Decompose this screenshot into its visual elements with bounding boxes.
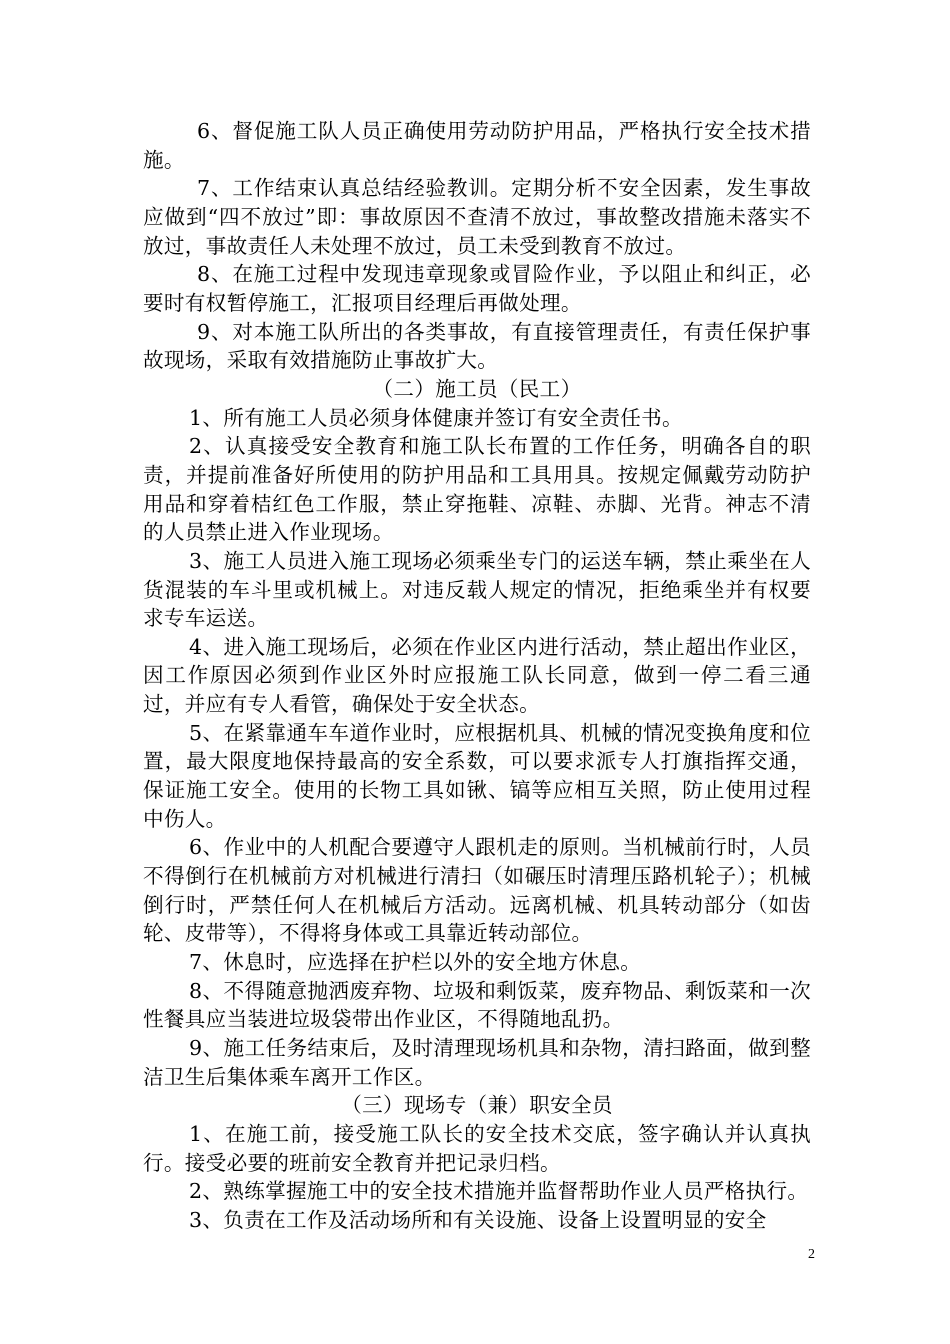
paragraph-officer-2: 2、熟练掌握施工中的安全技术措施并监督帮助作业人员严格执行。 (189, 1179, 809, 1204)
paragraph-item-8: 8、在施工过程中发现违章现象或冒险作业，予以阻止和纠正，必要时有权暂停施工，汇报项目经理后再做处理。 (143, 262, 811, 315)
paragraph-worker-5: 5、在紧靠通车车道作业时，应根据机具、机械的情况变换角度和位置，最大限度地保持最高的安全系数，可以要求派专人打旗指挥交通，保证施工安全。使用的长物工具如锹、镐等应相互关照，防止使用过程中伤人。 (143, 720, 811, 831)
paragraph-item-9: 9、对本施工队所出的各类事故，有直接管理责任，有责任保护事故现场，采取有效措施防止事故扩大。 (143, 319, 811, 373)
paragraph-item-6: 6、督促施工队人员正确使用劳动防护用品，严格执行安全技术措施。 (143, 119, 811, 172)
paragraph-worker-6: 6、作业中的人机配合要遵守人跟机走的原则。当机械前行时，人员不得倒行在机械前方对机械进行清扫（如碾压时清理压路机轮子）；机械倒行时，严禁任何人在机械后方活动。远离机械、机具转动部分（如齿轮、皮带等），不得将身体或工具靠近转动部位。 (143, 835, 811, 946)
paragraph-officer-1: 1、在施工前，接受施工队长的安全技术交底，签字确认并认真执行。接受必要的班前安全教育并把记录归档。 (143, 1121, 811, 1175)
paragraph-worker-3: 3、施工人员进入施工现场必须乘坐专门的运送车辆，禁止乘坐在人货混装的车斗里或机械上。对违反载人规定的情况，拒绝乘坐并有权要求专车运送。 (143, 548, 811, 631)
paragraph-worker-9: 9、施工任务结束后，及时清理现场机具和杂物，清扫路面，做到整洁卫生后集体乘车离开工作区。 (143, 1036, 811, 1089)
page-number: 2 (808, 1247, 815, 1262)
paragraph-officer-3: 3、负责在工作及活动场所和有关设施、设备上设置明显的安全 (189, 1207, 767, 1232)
document-body (143, 117, 811, 1235)
paragraph-worker-8: 8、不得随意抛洒废弃物、垃圾和剩饭菜，废弃物品、剩饭菜和一次性餐具应当装进垃圾袋带出作业区，不得随地乱扔。 (143, 978, 811, 1032)
paragraph-item-7: 7、工作结束认真总结经验教训。定期分析不安全因素，发生事故应做到“四不放过”即：事故原因不查清不放过，事故整改措施未落实不放过，事故责任人未处理不放过，员工未受到教育不放过。 (143, 176, 811, 258)
section-heading-construction-workers: （二）施工员（民工） (372, 376, 582, 401)
paragraph-worker-7: 7、休息时，应选择在护栏以外的安全地方休息。 (189, 950, 642, 975)
section-heading-safety-officer: （三）现场专（兼）职安全员 (341, 1093, 613, 1118)
paragraph-worker-4: 4、进入施工现场后，必须在作业区内进行活动，禁止超出作业区，因工作原因必须到作业区外时应报施工队长同意，做到一停二看三通过，并应有专人看管，确保处于安全状态。 (143, 634, 811, 717)
paragraph-worker-2: 2、认真接受安全教育和施工队长布置的工作任务，明确各自的职责，并提前准备好所使用的防护用品和工具用具。按规定佩戴劳动防护用品和穿着桔红色工作服，禁止穿拖鞋、凉鞋、赤脚、光背。神志不清的人员禁止进入作业现场。 (143, 434, 811, 545)
paragraph-worker-1: 1、所有施工人员必须身体健康并签订有安全责任书。 (189, 405, 683, 430)
